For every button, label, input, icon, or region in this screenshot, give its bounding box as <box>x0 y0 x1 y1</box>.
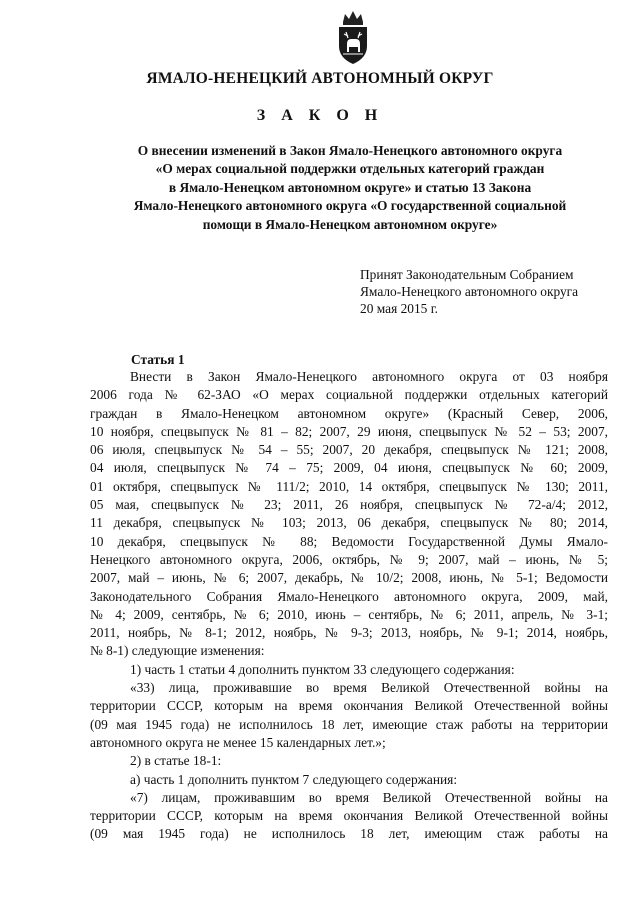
body-line: Ненецкого автономного округа, 2006, октябрь, № 9; 2007, май – июнь, № 5; <box>90 551 608 567</box>
body-line: № 8-1) следующие изменения: <box>90 643 265 659</box>
yamal-coat-of-arms-icon <box>334 8 372 66</box>
body-line: № 4; 2009, сентябрь, № 6; 2010, июнь – сентябрь, № 6; 2011, апрель, № 3-1; <box>90 606 608 622</box>
law-title-line: помощи в Ямало-Ненецком автономном округе» <box>202 216 498 232</box>
law-title-line: О внесении изменений в Закон Ямало-Ненецкого автономного округа <box>137 143 563 158</box>
law-title-line: в Ямало-Ненецком автономном округе» и статью 13 Закона <box>168 179 532 195</box>
body-line: (09 мая 1945 года) не исполнилось 18 лет, имеющим стаж работы на <box>90 826 608 842</box>
body-line: граждан в Ямало-Ненецком автономном округе» (Красный Север, 2006, <box>90 405 608 421</box>
body-line: 2) в статье 18-1: <box>130 753 222 769</box>
body-line: 06 июля, спецвыпуск № 54 – 55; 2007, 20 декабря, спецвыпуск № 121; 2008, <box>90 442 608 458</box>
document-type: З А К О Н <box>256 107 384 124</box>
law-title <box>90 142 610 234</box>
law-title-line: Ямало-Ненецкого автономного округа «О государственной социальной <box>133 198 567 214</box>
body-line: а) часть 1 дополнить пунктом 7 следующего содержания: <box>130 771 458 787</box>
adoption-line: Принят Законодательным Собранием <box>360 267 574 282</box>
body-line: 1) часть 1 статьи 4 дополнить пунктом 33 следующего содержания: <box>130 661 515 677</box>
adoption-note <box>360 266 620 317</box>
body-line: 10 декабря, спецвыпуск № 88; Ведомости Государственной Думы Ямало- <box>90 533 608 549</box>
body-line: 2006 года № 62-ЗАО «О мерах социальной поддержки отдельных категорий <box>90 387 608 403</box>
body-line: 2007, май – июнь, № 6; 2007, декабрь, № 10/2; 2008, июнь, № 5-1; Ведомости <box>90 570 608 586</box>
body-line: автономного округа не менее 15 календарных лет.»; <box>90 734 386 750</box>
body-line: 05 мая, спецвыпуск № 23; 2011, 26 ноября, спецвыпуск № 72-а/4; 2012, <box>90 497 608 513</box>
body-line: 10 ноября, спецвыпуск № 81 – 82; 2007, 29 июня, спецвыпуск № 52 – 53; 2007, <box>90 423 608 439</box>
body-line: 11 декабря, спецвыпуск № 103; 2013, 06 декабря, спецвыпуск № 80; 2014, <box>90 515 608 531</box>
body-line: 01 октября, спецвыпуск № 111/2; 2010, 14 октября, спецвыпуск № 130; 2011, <box>90 478 608 494</box>
body-line: 04 июля, спецвыпуск № 74 – 75; 2009, 04 июня, спецвыпуск № 60; 2009, <box>90 460 608 476</box>
body-line: территории СССР, которым на время окончания Великой Отечественной войны <box>90 808 608 824</box>
adoption-line: Ямало-Ненецкого автономного округа <box>360 284 579 299</box>
body-line: 2011, ноябрь, № 8-1; 2012, ноябрь, № 9-3; 2013, ноябрь, № 9-1; 2014, ноябрь, <box>90 625 608 641</box>
body-line: территории СССР, которым на время окончания Великой Отечественной войны <box>90 698 608 714</box>
region-title: ЯМАЛО-НЕНЕЦКИЙ АВТОНОМНЫЙ ОКРУГ <box>146 70 494 87</box>
article-body <box>90 368 608 844</box>
article-heading: Статья 1 <box>131 352 185 367</box>
body-line: «7) лицам, проживавшим во время Великой Отечественной войны на <box>130 789 608 805</box>
body-line: Законодательного Собрания Ямало-Ненецкого автономного округа, 2009, май, <box>90 588 608 604</box>
adoption-date: 20 мая 2015 г. <box>360 301 439 316</box>
law-title-line: «О мерах социальной поддержки отдельных категорий граждан <box>155 161 545 177</box>
body-line: Внести в Закон Ямало-Ненецкого автономного округа от 03 ноября <box>130 369 608 384</box>
body-line: «33) лица, проживавшие во время Великой Отечественной войны на <box>130 680 608 696</box>
body-line: (09 мая 1945 года) не исполнилось 18 лет, имеющие стаж работы на территории <box>90 716 608 732</box>
